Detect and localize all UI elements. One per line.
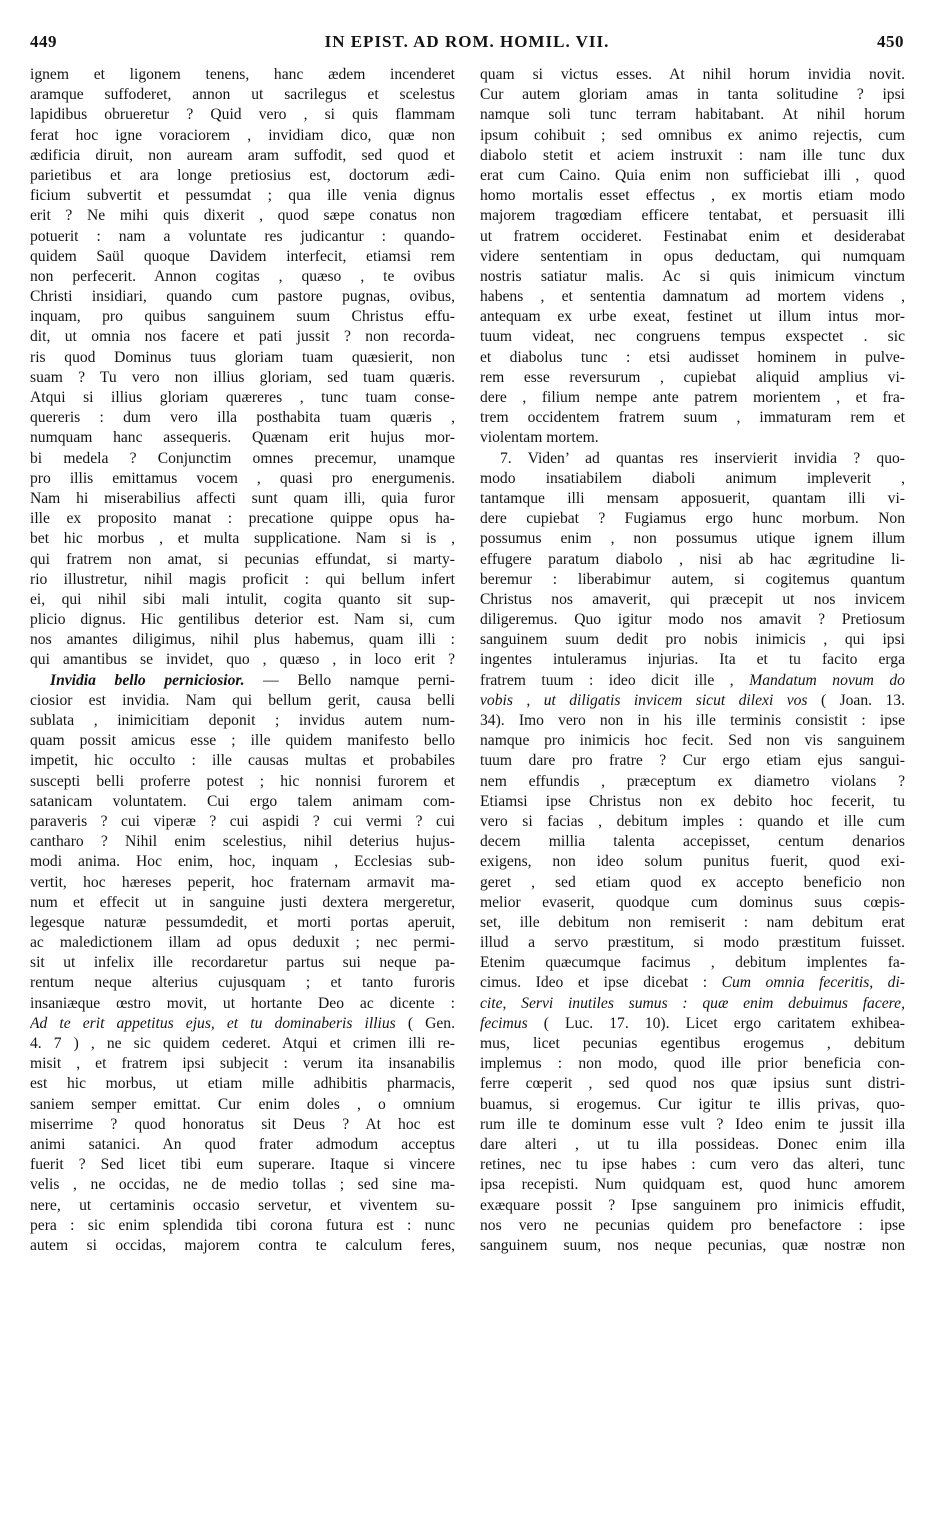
text-line: 7. Viden’ ad quantas res inservierit invidia ? quo- — [500, 449, 905, 467]
text-line: videre sententiam in opus deductam, qui numquam — [480, 247, 905, 265]
text-line: sit ut infelix ille recordaretur partus sui neque pa- — [30, 954, 455, 972]
text-line: paraveris ? cui viperæ ? cui aspidi ? cui vermi ? cui — [30, 812, 455, 830]
text-line: dere cupiebat ? Fugiamus ergo hunc morbum. Non — [480, 510, 905, 528]
text-line: ille ex proposito manat : precatione quippe opus ha- — [30, 510, 455, 528]
text-line: ut fratrem occideret. Festinabat enim et desiderabat — [480, 227, 905, 245]
text-line: saniem semper emittat. Cur enim doles , o omnium — [30, 1095, 455, 1113]
quote-genesis: Ad te erit appetitus ejus, et tu dominaberis illius — [30, 1014, 396, 1032]
section-heading: Invidia bello perniciosior. — [50, 671, 245, 689]
text-line: velis , ne occidas, ne de medio tollas ; sed sine ma- — [30, 1176, 455, 1194]
text-line: erit ? Ne mihi quis dixerit , quod sæpe conatus non — [30, 207, 455, 225]
right-para-e — [480, 711, 905, 973]
text-line: quidem Saül quoque Davidem interfecit, etiamsi rem — [30, 247, 455, 265]
text-line: 4. 7 ) , ne sic quidem cederet. Atqui et crimen illi re- — [30, 1035, 455, 1052]
text-line: effugere paratum diabolo , nisi ab hac ægritudine li- — [480, 550, 905, 568]
text-line: non perfecerit. Annon cogitas , quæso , te ovibus — [30, 267, 455, 285]
text-line: potuerit : nam a voluntate res judicantur : quando- — [30, 227, 455, 245]
text-line: misit , et fratrem ipsi subjecit : verum ita insanabilis — [30, 1055, 455, 1073]
text-line: diabolo stetit et aciem instruxit : nam ille tunc dux — [480, 146, 905, 164]
text-line: habens , et sententia damnatum ad mortem videns , — [480, 288, 905, 306]
text-line: buamus, si erogemus. Cur igitur te illis privas, quo- — [480, 1095, 905, 1113]
text-line: fecimus ( Luc. 17. 10). Licet ergo caritatem exhibea- — [480, 1014, 905, 1032]
text-line — [480, 994, 905, 1014]
text-line: rentum neque alterius cujusquam ; et tanto furoris — [30, 974, 455, 992]
left-para2b — [30, 1034, 455, 1256]
text-line: rem esse reversurum , cupiebat aliquid amplius vi- — [480, 368, 905, 386]
para-heading-line: Invidia bello perniciosior. — Bello namque perni- — [50, 671, 455, 689]
text-line: vertit, hoc hæreses peperit, hoc fraternam armavit ma- — [30, 873, 455, 891]
right-para-i — [480, 1034, 905, 1256]
text-line: nos amantes diligimus, nihil plus habemus, quam illi : — [30, 631, 455, 649]
text-line: suscepti belli proferre potest ; hic nonnisi furorem et — [30, 772, 455, 790]
left-para1 — [30, 65, 455, 671]
text-line: est hic morbus, ut etiam mille adhibitis pharmacis, — [30, 1075, 455, 1093]
text-line: qui amantibus se invidet, quo , quæso , in loco erit ? — [30, 651, 455, 669]
text-line: diligeremus. Quo igitur modo nos amavit ? Pretiosum — [480, 611, 905, 629]
running-title: IN EPIST. AD ROM. HOMIL. VII. — [324, 32, 610, 51]
text-line: rio illustretur, nihil magis proficit : qui bellum infert — [30, 570, 455, 588]
text-line: nostris satiatur malis. Ac si quis inimicum vinctum — [480, 267, 905, 285]
text-line: nere, ut certaminis occasio servetur, et viventem su- — [30, 1196, 455, 1214]
text-line: satanicam voluntatem. Cui ergo talem animam com- — [30, 792, 455, 810]
page-number-right: 450 — [877, 32, 904, 51]
text-line: trem occidentem fratrem suum , immaturam rem et — [480, 409, 905, 427]
text-line: implemus : non modo, quod ille prior beneficia con- — [480, 1055, 905, 1073]
text-line: tuum videat, nec congruens tempus exspectet . sic — [480, 328, 905, 346]
text-line: bet hic morbus , et multa supplicatione. Nam si is , — [30, 530, 455, 548]
text-line: dere , filium nempe ante patrem morientem , et fra- — [480, 389, 905, 406]
text-line: antequam ex urbe exeat, festinet ut illum intus mor- — [480, 308, 905, 326]
text-line: num et effecit ut in sanguine justi dextera mergeretur, — [30, 893, 455, 911]
text-line: autem si occidas, majorem contra te calculum feres, — [30, 1236, 455, 1254]
text-line: inquam, pro quibus sanguinem suum Christus effu- — [30, 308, 455, 326]
text-line: decem millia talenta accepisset, centum denarios — [480, 833, 905, 851]
text-line: nos vero ne pecunias quidem pro benefactore : ipse — [480, 1216, 905, 1234]
text-line: Etiamsi ipse Christus non ex debito hoc fecerit, tu — [480, 792, 905, 810]
text-line: miserrime ? quod honoratus sit Deus ? At hoc est — [30, 1115, 455, 1133]
quote-john-b: vobis , ut diligatis invicem sicut dilexi vos — [480, 691, 808, 709]
text-line: exigens, non ideo solum punitus fuerit, quod exi- — [480, 853, 905, 871]
text-line: numquam hanc assequeris. Quænam erit hujus mor- — [30, 429, 455, 447]
text-line: parietibus et ara longe pretiosius est, doctorum ædi- — [30, 166, 455, 184]
text-line: tantamque illi mensam apposuerit, quantam illi vi- — [480, 489, 905, 507]
quote-luke-b: cite, Servi inutiles sumus : quæ enim debuimus facere, — [480, 994, 905, 1012]
text-line: modo insatiabilem diaboli animum impleverit , — [480, 469, 905, 487]
text-line: exæquare possit ? Ipse sanguinem pro inimicis effudit, — [480, 1196, 905, 1214]
text-line: fratrem tuum : ideo dicit ille , Mandatum novum do — [480, 671, 905, 689]
text-line: sanguinem suum, nos neque pecunias, quæ nostræ non — [480, 1236, 905, 1254]
text-line: animi satanici. An quod frater admodum acceptus — [30, 1135, 455, 1153]
text-line: aramque suffoderet, annon ut sacrilegus et scelestus — [30, 86, 455, 104]
text-line: possumus enim , non possumus utique ignem illum — [480, 530, 905, 548]
text-line: quam si victus esses. At nihil horum invidia novit. — [480, 66, 905, 83]
right-para-b — [480, 449, 905, 671]
text-line: dare alteri , ut tu illa possideas. Donec enim illa — [480, 1135, 905, 1153]
text-line: namque soli tunc terram habitabant. At nihil horum — [480, 106, 905, 124]
text-line: ferat hoc igne voraciorem , invidiam dico, quæ non — [30, 126, 455, 144]
text-line: plicio dignus. Hic gentilibus deterior est. Nam si, cum — [30, 611, 455, 629]
text-line: lapidibus obrueretur ? Quid vero , si quis flammam — [30, 106, 455, 124]
text-line: ficium subvertit et pessumdat ; qua ille venia dignus — [30, 187, 455, 205]
text-line: nem effundis , præceptum ex diametro violans ? — [480, 772, 905, 790]
text-line: ipsa recepisti. Num quidquam est, quod hunc amorem — [480, 1176, 905, 1194]
text-line: geret , sed etiam quod ex accepto beneficio non — [480, 873, 905, 891]
text-line: suam ? Tu vero non illius gloriam, sed tuam quæris. — [30, 368, 455, 386]
text-line: Nam hi miserabilius affecti sunt quam illi, quia furor — [30, 489, 455, 507]
text-line: ciosior est invidia. Nam qui bellum gerit, causa belli — [30, 691, 455, 709]
text-line: cimus. Ideo et ipse dicebat : Cum omnia feceritis, di- — [480, 974, 905, 992]
text-line: pera : sic enim splendida tibi corona futura est : nunc — [30, 1216, 455, 1234]
text-line: ædificia diruit, non auream aram suffodit, sed quod et — [30, 146, 455, 164]
quote-john-a: Mandatum novum do — [749, 671, 905, 689]
text-line: melior evaserit, quodque cum dominus suus cœpis- — [480, 893, 905, 911]
text-line: Atqui si illius gloriam quæreres , tunc tuam conse- — [30, 389, 455, 406]
right-para-a — [480, 65, 905, 449]
text-line: et diabolus tunc : etsi audisset hominem in pulve- — [480, 348, 905, 366]
text-line: ignem et ligonem tenens, hanc ædem incenderet — [30, 66, 455, 83]
left-column — [30, 65, 455, 1525]
text-line: erat cum Caino. Quia enim non sufficiebat illi , quod — [480, 166, 905, 184]
text-line: Christus nos amaverit, qui præcepit ut nos invicem — [480, 590, 905, 608]
text-line: tuum dare pro fratre ? Cur ergo etiam ejus sangui- — [480, 752, 905, 770]
text-line: bi medela ? Conjunctim omnes precemur, unamque — [30, 449, 455, 467]
text-line: retines, nec tu ipse habes : cum vero das alteri, tunc — [480, 1156, 905, 1174]
text-line: ferre cœperit , sed quod nos quæ ipsius sunt distri- — [480, 1075, 905, 1093]
text-line: illud a servo præstitum, si modo præstitum fuisset. — [480, 934, 905, 952]
text-line: cantharo ? Nihil enim scelestius, nihil deterius hujus- — [30, 833, 455, 851]
quote-luke-c: fecimus — [480, 1014, 528, 1032]
text-line: majorem tragœdiam efficere tentabat, et persuasit illi — [480, 207, 905, 225]
text-line: qui fratrem non amat, si pecunias effundat, si marty- — [30, 550, 455, 568]
text-line: fuerit ? Sed licet tibi eum superare. Itaque si vincere — [30, 1156, 455, 1174]
left-para2a — [30, 691, 455, 1014]
text-line: ris quod Dominus tuus gloriam tuam quæsierit, non — [30, 348, 455, 366]
text-line: insaniæque œstro movit, ut hortante Deo ac dicente : — [30, 994, 455, 1012]
text-line: dit, ut omnia nos facere et pati jussit ? non recorda- — [30, 328, 455, 346]
text-line: impetit, hic occulto : ille causas multas et probabiles — [30, 752, 455, 770]
text-line: ac maledictionem illam ad opus deduxit ; nec permi- — [30, 934, 455, 952]
text-line: set, ille debitum non remiserit : nam debitum erat — [480, 913, 905, 931]
page-header — [30, 32, 904, 56]
text-line: pro illis emittamus vocem , quasi pro energumenis. — [30, 469, 455, 487]
text-line: ei, qui nihil sibi mali intulit, cogita quanto sit sup- — [30, 590, 455, 608]
quote-luke-a: Cum omnia feceritis, di- — [721, 974, 905, 992]
text-line: rum ille te dominum esse vult ? Ideo enim te jussit illa — [480, 1115, 905, 1133]
text-line: violentam mortem. — [480, 429, 599, 447]
text-line: Etenim quæcumque facimus , debitum implentes fa- — [480, 954, 905, 972]
text-line: modi anima. Hoc enim, hoc, inquam , Ecclesias sub- — [30, 853, 455, 871]
text-line: legesque naturæ pessumdedit, et morti portas aperuit, — [30, 913, 455, 931]
page-number-left: 449 — [30, 32, 57, 51]
text-line: vero si facias , debitum imples : quando et ille cum — [480, 812, 905, 830]
text-line: mus, licet pecunias egentibus erogemus , debitum — [480, 1035, 905, 1052]
text-line: namque pro inimicis hoc fecit. Sed non vis sanguinem — [480, 732, 905, 750]
text-line: quereris : dum vero illa posthabita tuam quæris , — [30, 409, 455, 427]
quote-line: Ad te erit appetitus ejus, et tu dominaberis illius ( Gen. — [30, 1014, 455, 1032]
text-line: ingentes intuleramus injurias. Ita et tu facito erga — [480, 651, 905, 669]
text-line: beremur : liberabimur autem, si cogitemus quantum — [480, 570, 905, 588]
text-line: sanguinem suum dedit pro nobis inimicis , qui ipsi — [480, 631, 905, 649]
text-line: sublata , inimicitiam deponit ; invidus autem num- — [30, 712, 455, 729]
text-line: vobis , ut diligatis invicem sicut dilexi vos ( Joan. 13. — [480, 691, 905, 709]
text-line: homo mortalis esset effectus , ex mortis etiam modo — [480, 187, 905, 205]
text-line: Christi insidiari, quando cum pastore pugnas, ovibus, — [30, 288, 455, 306]
text-line: quam possit amicus esse ; ille quidem manifesto bello — [30, 732, 455, 750]
text-line: ipsum cohibuit ; sed omnibus ex animo rejectis, cum — [480, 126, 905, 144]
text-line: 34). Imo vero non in his ille terminis consistit : ipse — [480, 712, 905, 729]
right-column — [480, 65, 905, 1525]
text-line: Cur autem gloriam amas in tanta solitudine ? ipsi — [480, 86, 905, 104]
